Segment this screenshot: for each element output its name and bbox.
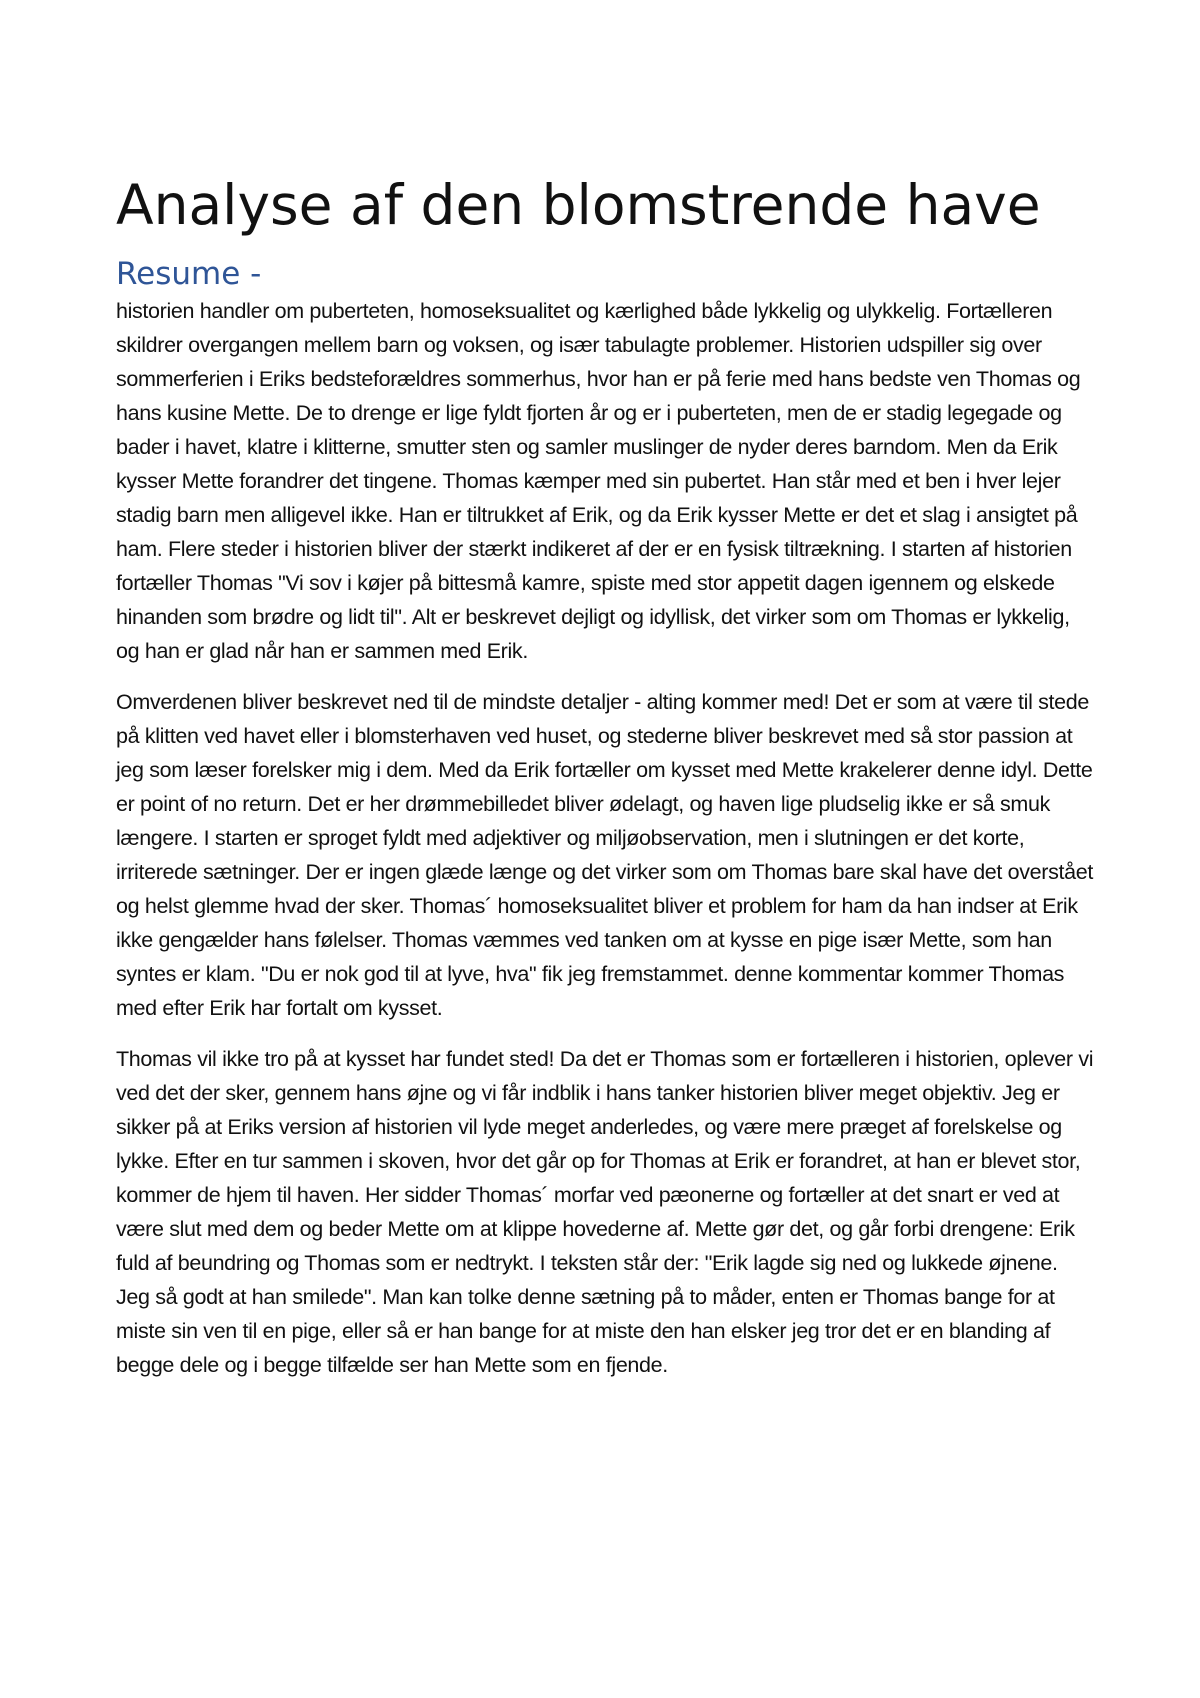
document-title: Analyse af den blomstrende have [116,173,1041,237]
document-page [116,170,1096,1399]
paragraph-1: historien handler om puberteten, homoseksualitet og kærlighed både lykkelig og ulykkelig. Fortælleren skildrer overgangen mellem barn og voksen, og især tabulagte problemer. Historien udspiller sig over sommerferien i Eriks bedsteforældres sommerhus, hvor han er på ferie med hans bedste ven Thomas og hans kusine Mette. De to drenge er lige fyldt fjorten år og er i puberteten, men de er stadig legegade og bader i havet, klatre i klitterne, smutter sten og samler muslinger de nyder deres barndom. Men da Erik kysser Mette forandrer det tingene. Thomas kæmper med sin pubertet. Han står med et ben i hver lejer stadig barn men alligevel ikke. Han er tiltrukket af Erik, og da Erik kysser Mette er det et slag i ansigtet på ham. Flere steder i historien bliver der stærkt indikeret af der er en fysisk tiltrækning. I starten af historien fortæller Thomas "Vi sov i køjer på bittesmå kamre, spiste med stor appetit dagen igennem og elskede hinanden som brødre og lidt til". Alt er beskrevet dejligt og idyllisk, det virker som om Thomas er lykkelig, og han er glad når han er sammen med Erik. [116,299,1081,663]
paragraph-3: Thomas vil ikke tro på at kysset har fundet sted! Da det er Thomas som er fortælleren i historien, oplever vi ved det der sker, gennem hans øjne og vi får indblik i hans tanker historien bliver meget objektiv. Jeg er sikker på at Eriks version af historien vil lyde meget anderledes, og være mere præget af forelskelse og lykke. Efter en tur sammen i skoven, hvor det går op for Thomas at Erik er forandret, at han er blevet stor, kommer de hjem til haven. Her sidder Thomas´ morfar ved pæonerne og fortæller at det snart er ved at være slut med dem og beder Mette om at klippe hovederne af. Mette gør det, og går forbi drengene: Erik fuld af beundring og Thomas som er nedtrykt. I teksten står der: "Erik lagde sig ned og lukkede øjnene. Jeg så godt at han smilede". Man kan tolke denne sætning på to måder, enten er Thomas bange for at miste sin ven til en pige, eller så er han bange for at miste den han elsker jeg tror det er en blanding af begge dele og i begge tilfælde ser han Mette som en fjende. [116,1047,1094,1377]
paragraph-2: Omverdenen bliver beskrevet ned til de mindste detaljer - alting kommer med! Det er som at være til stede på klitten ved havet eller i blomsterhaven ved huset, og stederne bliver beskrevet med så stor passion at jeg som læser forelsker mig i dem. Med da Erik fortæller om kysset med Mette krakelerer denne idyl. Dette er point of no return. Det er her drømmebilledet bliver ødelagt, og haven lige pludselig ikke er så smuk længere. I starten er sproget fyldt med adjektiver og miljøobservation, men i slutningen er det korte, irriterede sætninger. Der er ingen glæde længe og det virker som om Thomas bare skal have det overstået og helst glemme hvad der sker. Thomas´ homoseksualitet bliver et problem for ham da han indser at Erik ikke gengælder hans følelser. Thomas væmmes ved tanken om at kysse en pige især Mette, som han syntes er klam. "Du er nok god til at lyve, hva" fik jeg fremstammet. denne kommentar kommer Thomas med efter Erik har fortalt om kysset. [116,690,1093,1020]
section-heading-resume: Resume - [116,256,262,292]
